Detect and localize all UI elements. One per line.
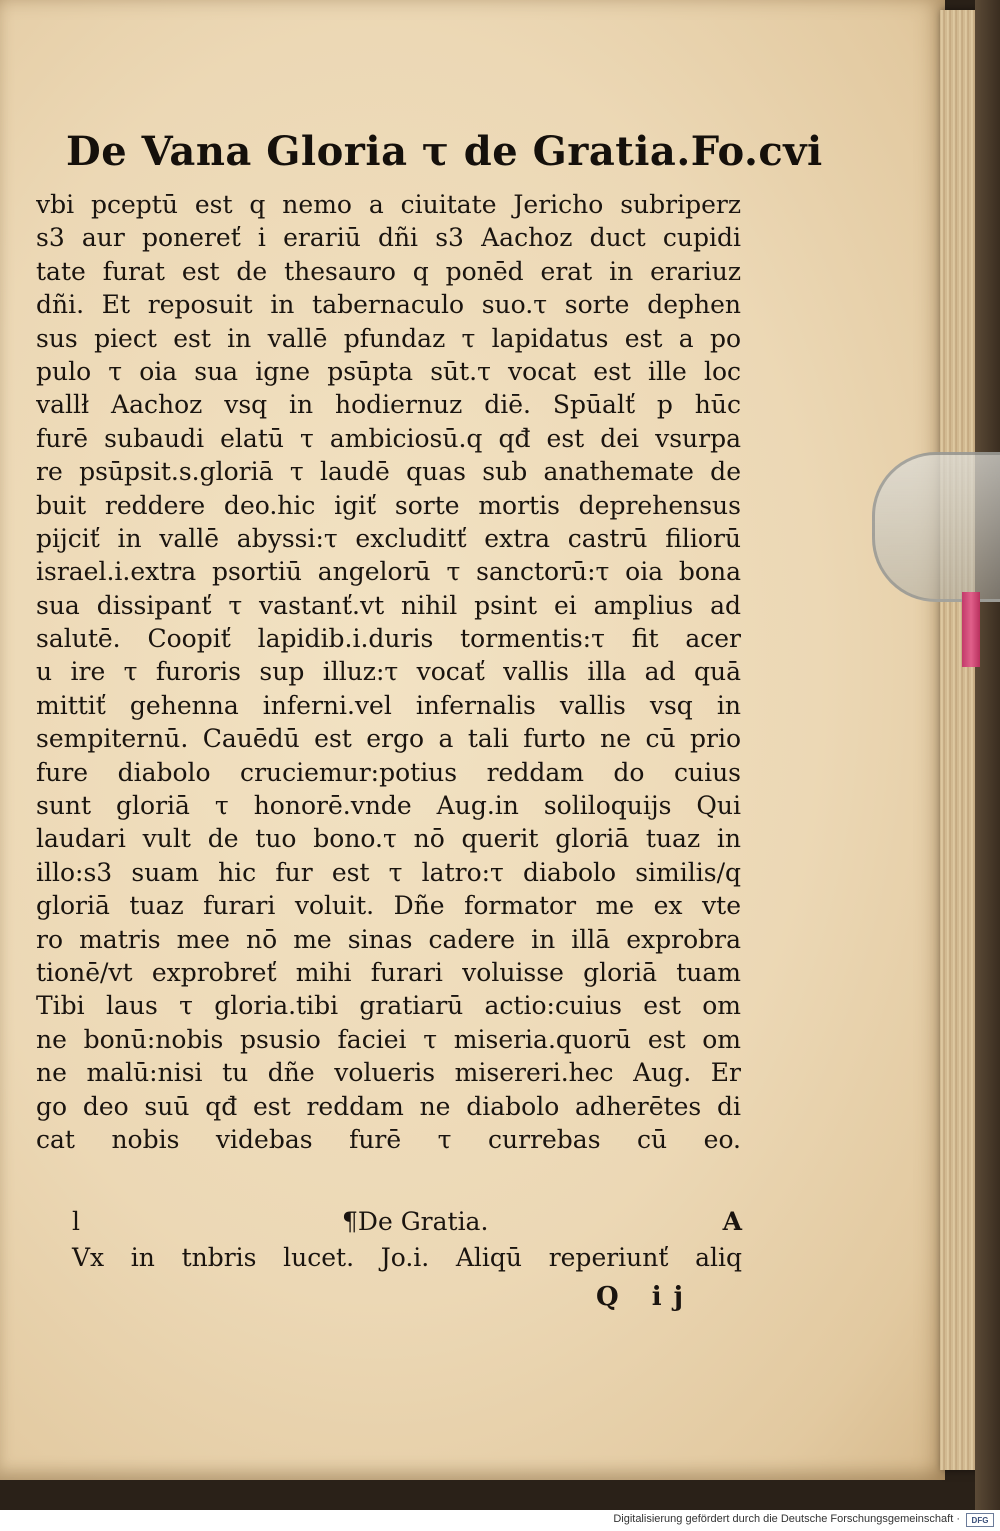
- text-line: sua dissipanť τ vastanť.vt nihil psint ei amplius ad: [36, 590, 741, 620]
- running-head-title: De Vana Gloria τ de Gratia.: [66, 128, 691, 175]
- text-line: israel.i.extra psortiū angelorū τ sanctorū:τ oia bona: [36, 557, 741, 587]
- text-line: pijciť in vallē abyssi:τ excluditť extra castrū filiorū: [36, 523, 741, 553]
- text-line: vbi pceptū est q nemo a ciuitate Jericho subriperz: [36, 190, 741, 219]
- text-line: tate furat est de thesauro q ponēd erat in erariuz: [36, 256, 741, 286]
- text-line: tionē/vt exprobreť mihi furari voluisse gloriā tuam: [36, 957, 741, 987]
- text-line: pulo τ oia sua igne psūpta sūt.τ vocat est ille loc: [36, 356, 741, 386]
- text-line: ne malū:nisi tu dñe volueris misereri.hec Aug. Er: [36, 1058, 741, 1088]
- text-line: u ire τ furoris sup illuz:τ vocať vallis illa ad quā: [36, 657, 741, 687]
- text-line: vallł Aachoz vsq in hodiernuz diē. Spūalť p hūc: [36, 390, 741, 420]
- dfg-logo: DFG: [966, 1513, 994, 1527]
- text-line: re psūpsit.s.gloriā τ laudē quas sub anathemate de: [36, 457, 741, 487]
- section-cap-letter: A: [722, 1207, 742, 1236]
- text-line: gloriā tuaz furari voluit. Dñe formator me ex vte: [36, 891, 741, 921]
- text-line: mittiť gehenna inferni.vel infernalis vallis vsq in: [36, 690, 741, 720]
- text-line: Tibi laus τ gloria.tibi gratiarū actio:cuius est om: [36, 991, 741, 1021]
- text-line: salutē. Coopiť lapidib.i.duris tormentis:τ fit acer: [36, 624, 741, 654]
- text-line: dñi. Et reposuit in tabernaculo suo.τ sorte dephen: [36, 290, 741, 320]
- signature-mark: Q ij: [596, 1282, 695, 1312]
- text-line: sempiternū. Cauēdū est ergo a tali furto ne cū prio: [36, 724, 741, 754]
- page-clip: [872, 452, 1000, 602]
- text-line: fure diabolo cruciemur:potius reddam do cuius: [36, 757, 741, 787]
- section-heading-row: [42, 1205, 742, 1241]
- margin-marker: l: [72, 1207, 80, 1236]
- folio-number: Fo.cvi: [690, 128, 823, 175]
- text-line: illo:s3 suam hic fur est τ latro:τ diabolo similis/q: [36, 857, 741, 887]
- text-line: buit reddere deo.hic igiť sorte mortis deprehensus: [36, 490, 741, 520]
- text-line: cat nobis videbas furē τ currebas cū eo.: [36, 1124, 741, 1154]
- body-text: [36, 188, 741, 1156]
- text-line: ro matris mee nō me sinas cadere in illā exprobra: [36, 924, 741, 954]
- running-head: [66, 128, 823, 175]
- footer-credit: Digitalisierung gefördert durch die Deutsche Forschungsgemeinschaft ·: [613, 1513, 960, 1525]
- text-line: go deo suū qđ est reddam ne diabolo adherētes di: [36, 1091, 741, 1121]
- page-edges: [940, 10, 980, 1470]
- section-heading: ¶De Gratia.: [342, 1207, 489, 1236]
- text-line: laudari vult de tuo bono.τ nō querit gloriā tuaz in: [36, 824, 741, 854]
- section-first-line: Vx in tnbris lucet. Jo.i. Aliqū reperiunť aliq: [72, 1243, 742, 1272]
- text-line: furē subaudi elatū τ ambiciosū.q qđ est dei vsurpa: [36, 423, 741, 453]
- bookmark-ribbon: [962, 592, 980, 667]
- book-binding: [975, 0, 1000, 1510]
- text-line: sus piect est in vallē pfundaz τ lapidatus est a po: [36, 323, 741, 353]
- text-line: ne bonū:nobis psusio faciei τ miseria.quorū est om: [36, 1024, 741, 1054]
- text-line: sunt gloriā τ honorē.vnde Aug.in soliloquijs Qui: [36, 791, 741, 821]
- text-line: s3 aur ponereť i erariū dñi s3 Aachoz duct cupidi: [36, 223, 741, 253]
